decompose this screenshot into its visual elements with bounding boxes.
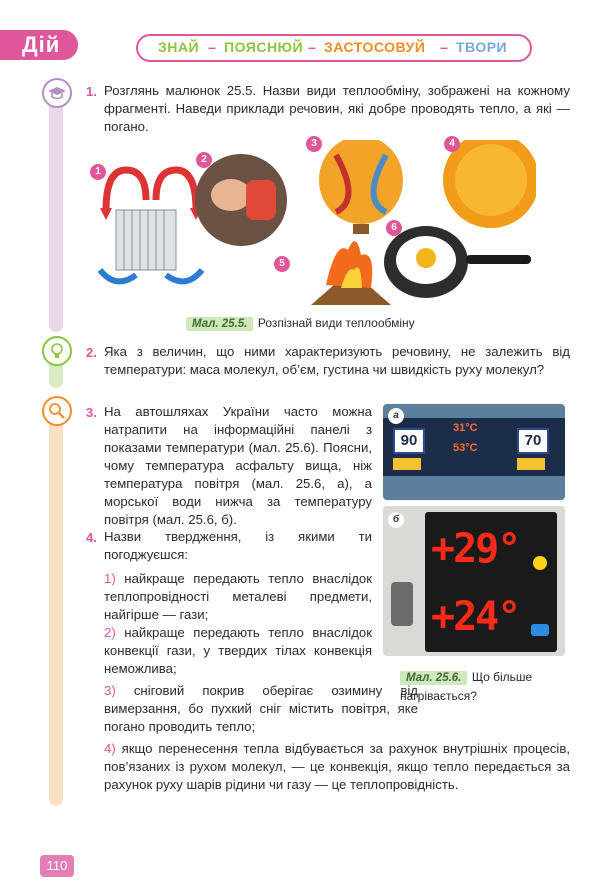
task2-number: 2. bbox=[86, 345, 97, 360]
speed-sign-right: 70 bbox=[517, 428, 549, 454]
sun-photo bbox=[443, 140, 536, 228]
section-tab-label: Дій bbox=[22, 32, 61, 57]
figure-badge-3: 3 bbox=[306, 136, 322, 152]
statement-number: 3) bbox=[104, 683, 116, 698]
magnifier-icon bbox=[42, 396, 72, 426]
radiator-illustration bbox=[100, 170, 202, 281]
figure-25-5-caption bbox=[186, 314, 415, 332]
wave-icon bbox=[531, 624, 549, 636]
frying-pan-photo bbox=[384, 226, 531, 298]
figure-badge-6: 6 bbox=[386, 220, 402, 236]
task4-intro: Назви твердження, із якими ти погоджуєшся: bbox=[104, 529, 372, 562]
statement-number: 4) bbox=[104, 741, 116, 756]
photo-b-led-display bbox=[383, 506, 565, 656]
speed-sign-left: 90 bbox=[393, 428, 425, 454]
statement-text: якщо перенесення тепла відбувається за рахунок внутрішніх процесів, пов’язаних із рухом молекул, — це конвекція, якщо тепло передається за рахунок руху шарів рідини чи газу — це теплопровідність. bbox=[104, 741, 570, 792]
statement-number: 2) bbox=[104, 625, 116, 640]
caption-label: Мал. 25.5. bbox=[186, 317, 253, 331]
task1-text: Розглянь малюнок 25.5. Назви види теплообміну, зображені на кожному фрагменті. Наведи приклади речовин, які добре проводять тепло, а які — погано. bbox=[104, 83, 570, 134]
task1-number: 1. bbox=[86, 84, 97, 99]
header-motto-bar bbox=[136, 34, 532, 62]
statement-text: найкраще передають тепло внаслідок конвекції гази, у твердих тілах конвекція неможлива; bbox=[104, 625, 372, 676]
statement-text: сніговий покрив оберігає озимину від вимерзання, бо пухкий сніг містить повітря, яке погано проводить тепло; bbox=[104, 683, 418, 734]
task2-text: Яка з величин, що ними характеризують речовину, не залежить від температури: маса молекул, об’єм, густина чи швидкість руху молекул? bbox=[104, 344, 570, 377]
statement-number: 1) bbox=[104, 571, 116, 586]
led-temperature-bottom: +24° bbox=[431, 594, 520, 640]
lane-sign-left bbox=[393, 458, 421, 470]
lane-sign-right bbox=[517, 458, 545, 470]
task4-number: 4. bbox=[86, 530, 97, 545]
asphalt-temperature: 53°C bbox=[453, 442, 478, 454]
figure-badge-1: 1 bbox=[90, 164, 106, 180]
statement-4 bbox=[104, 740, 570, 794]
caption-text: Що більше нагрівається? bbox=[400, 670, 533, 703]
motto-dash: – bbox=[208, 39, 217, 55]
figure-badge-5: 5 bbox=[274, 256, 290, 272]
strip-apply bbox=[49, 398, 63, 806]
led-temperature-top: +29° bbox=[431, 526, 520, 572]
hot-water-bottle-photo bbox=[195, 154, 287, 246]
statement-text: найкраще передають тепло внаслідок теплопровідності металеві предмети, найгірше — гази; bbox=[104, 571, 372, 622]
statement-3 bbox=[104, 682, 418, 736]
caption-label: Мал. 25.6. bbox=[400, 671, 467, 685]
air-temperature: 31°C bbox=[453, 422, 478, 434]
photo-b-letter: б bbox=[388, 512, 404, 528]
lightbulb-icon bbox=[42, 336, 72, 366]
page-number: 110 bbox=[40, 855, 74, 877]
photo-a-highway-panel bbox=[383, 404, 565, 500]
statement-1 bbox=[104, 570, 372, 624]
photo-a-letter: а bbox=[388, 408, 404, 424]
remote-control bbox=[391, 582, 413, 626]
motto-word-create: ТВОРИ bbox=[456, 39, 508, 55]
task3-text: На автошляхах України часто можна натрапити на інформаційні панелі з показами температури (мал. 25.6). Поясни, чому температура асфальту вища, ніж температура повітря (мал. 25.6, а), а морської води нижча за температуру повітря (мал. 25.6, б). bbox=[104, 404, 372, 527]
strip-know bbox=[49, 82, 63, 332]
motto-word-know: ЗНАЙ bbox=[158, 39, 200, 55]
campfire-illustration bbox=[311, 241, 391, 305]
figure-25-6-caption bbox=[400, 668, 570, 705]
figure-25-5 bbox=[86, 140, 536, 310]
motto-dash: – bbox=[440, 39, 449, 55]
caption-text: Розпізнай види теплообміну bbox=[257, 316, 415, 330]
section-tab bbox=[0, 30, 78, 60]
task3-number: 3. bbox=[86, 405, 97, 420]
figure-badge-2: 2 bbox=[196, 152, 212, 168]
motto-word-explain: ПОЯСНЮЙ bbox=[224, 39, 304, 55]
statement-2 bbox=[104, 624, 372, 678]
graduation-cap-icon bbox=[42, 78, 72, 108]
motto-word-apply: ЗАСТОСОВУЙ bbox=[324, 39, 426, 55]
figure-badge-4: 4 bbox=[444, 136, 460, 152]
sun-icon bbox=[533, 556, 547, 570]
heat-exchange-illustrations bbox=[86, 140, 536, 310]
motto-dash: – bbox=[308, 39, 317, 55]
